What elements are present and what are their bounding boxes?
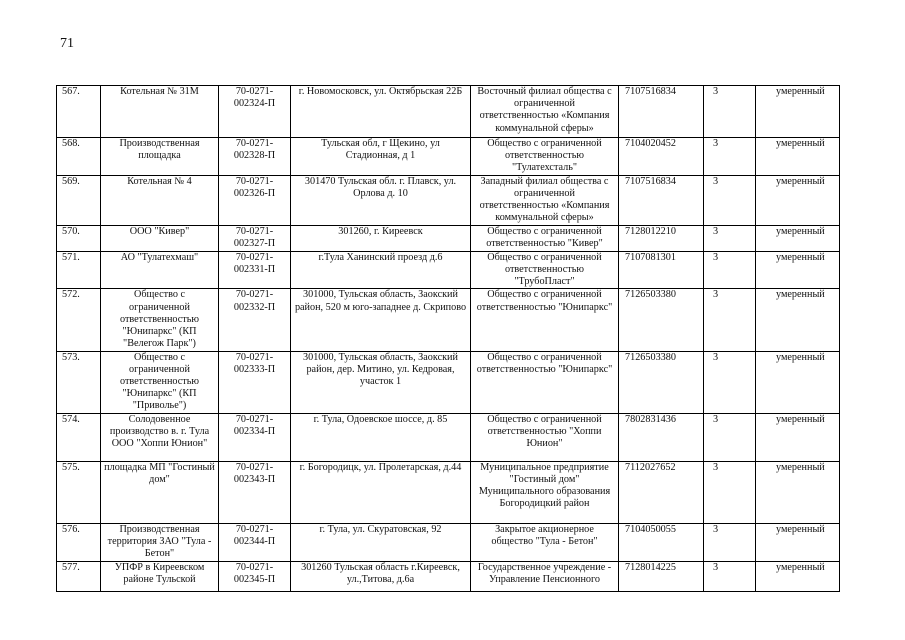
risk-level: умеренный [756,251,840,289]
object-code: 70-0271-002324-П [219,86,291,138]
object-code: 70-0271-002332-П [219,289,291,351]
object-name: Производственная территория ЗАО "Тула - Бетон" [101,523,219,561]
table-row [57,523,840,561]
object-address: 301000, Тульская область, Заокский район, 520 м юго-западнее д. Скрипово [291,289,471,351]
operator-name: Общество с ограниченной ответственностью "ТрубоПласт" [471,251,619,289]
row-number: 569. [57,175,101,225]
object-address: г.Тула Ханинский проезд д.6 [291,251,471,289]
table-row [57,289,840,351]
risk-level: умеренный [756,351,840,413]
operator-name: Общество с ограниченной ответственностью "Хоппи Юнион" [471,413,619,461]
table-row [57,251,840,289]
operator-inn: 7128012210 [619,225,704,251]
object-name: Общество с ограниченной ответственностью "Юнипаркс" (КП "Приволье") [101,351,219,413]
operator-inn: 7126503380 [619,289,704,351]
object-code: 70-0271-002326-П [219,175,291,225]
object-code: 70-0271-002328-П [219,138,291,176]
object-code: 70-0271-002334-П [219,413,291,461]
table-row [57,561,840,591]
object-name: АО "Тулатехмаш" [101,251,219,289]
object-name: площадка МП "Гостиный дом" [101,461,219,523]
operator-name: Закрытое акционерное общество "Тула - Бетон" [471,523,619,561]
row-number: 572. [57,289,101,351]
row-number: 568. [57,138,101,176]
object-code: 70-0271-002333-П [219,351,291,413]
operator-inn: 7104020452 [619,138,704,176]
operator-name: Общество с ограниченной ответственностью "Юнипаркс" [471,289,619,351]
operator-name: Государственное учреждение - Управление Пенсионного [471,561,619,591]
object-code: 70-0271-002331-П [219,251,291,289]
row-number: 571. [57,251,101,289]
row-number: 573. [57,351,101,413]
object-name: ООО "Кивер" [101,225,219,251]
object-address: 301470 Тульская обл. г. Плавск, ул. Орлова д. 10 [291,175,471,225]
object-category: 3 [704,561,756,591]
operator-inn: 7802831436 [619,413,704,461]
object-category: 3 [704,225,756,251]
table-row [57,413,840,461]
object-code: 70-0271-002344-П [219,523,291,561]
risk-level: умеренный [756,523,840,561]
row-number: 577. [57,561,101,591]
object-name: УПФР в Киреевском районе Тульской [101,561,219,591]
page-number: 71 [60,36,74,51]
row-number: 574. [57,413,101,461]
risk-level: умеренный [756,561,840,591]
operator-inn: 7107516834 [619,86,704,138]
object-category: 3 [704,523,756,561]
operator-inn: 7107516834 [619,175,704,225]
object-category: 3 [704,413,756,461]
operator-inn: 7126503380 [619,351,704,413]
risk-level: умеренный [756,461,840,523]
operator-inn: 7112027652 [619,461,704,523]
operator-name: Общество с ограниченной ответственностью "Тулатехсталь" [471,138,619,176]
object-address: 301000, Тульская область, Заокский район, дер. Митино, ул. Кедровая, участок 1 [291,351,471,413]
object-address: 301260 Тульская область г.Киреевск, ул.,Титова, д.6а [291,561,471,591]
operator-inn: 7128014225 [619,561,704,591]
operator-name: Муниципальное предприятие "Гостиный дом" Муниципального образования Богородицкий район [471,461,619,523]
object-code: 70-0271-002327-П [219,225,291,251]
table-row [57,175,840,225]
object-name: Котельная № 4 [101,175,219,225]
table-row [57,351,840,413]
risk-level: умеренный [756,86,840,138]
object-address: 301260, г. Киреевск [291,225,471,251]
object-category: 3 [704,461,756,523]
object-address: г. Новомосковск, ул. Октябрьская 22Б [291,86,471,138]
object-category: 3 [704,138,756,176]
operator-name: Западный филиал общества с ограниченной ответственностью «Компания коммунальной сферы» [471,175,619,225]
object-name: Общество с ограниченной ответственностью "Юнипаркс" (КП "Велегож Парк") [101,289,219,351]
risk-level: умеренный [756,289,840,351]
row-number: 567. [57,86,101,138]
object-address: Тульская обл, г Щекино, ул Стадионная, д 1 [291,138,471,176]
table-row [57,461,840,523]
row-number: 575. [57,461,101,523]
object-address: г. Тула, ул. Скуратовская, 92 [291,523,471,561]
object-category: 3 [704,351,756,413]
risk-level: умеренный [756,225,840,251]
operator-name: Общество с ограниченной ответственностью "Кивер" [471,225,619,251]
operator-inn: 7104050055 [619,523,704,561]
table-row [57,138,840,176]
operator-name: Общество с ограниченной ответственностью "Юнипаркс" [471,351,619,413]
object-code: 70-0271-002345-П [219,561,291,591]
risk-level: умеренный [756,138,840,176]
object-category: 3 [704,86,756,138]
row-number: 570. [57,225,101,251]
object-category: 3 [704,175,756,225]
object-name: Производственная площадка [101,138,219,176]
object-name: Котельная № 31М [101,86,219,138]
object-code: 70-0271-002343-П [219,461,291,523]
table-row [57,225,840,251]
risk-level: умеренный [756,413,840,461]
object-address: г. Богородицк, ул. Пролетарская, д.44 [291,461,471,523]
object-category: 3 [704,251,756,289]
risk-level: умеренный [756,175,840,225]
operator-inn: 7107081301 [619,251,704,289]
object-name: Солодовенное производство в. г. Тула ООО "Хоппи Юнион" [101,413,219,461]
object-address: г. Тула, Одоевское шоссе, д. 85 [291,413,471,461]
operator-name: Восточный филиал общества с ограниченной ответственностью «Компания коммунальной сферы» [471,86,619,138]
object-category: 3 [704,289,756,351]
table-row [57,86,840,138]
row-number: 576. [57,523,101,561]
registry-table [56,85,840,592]
